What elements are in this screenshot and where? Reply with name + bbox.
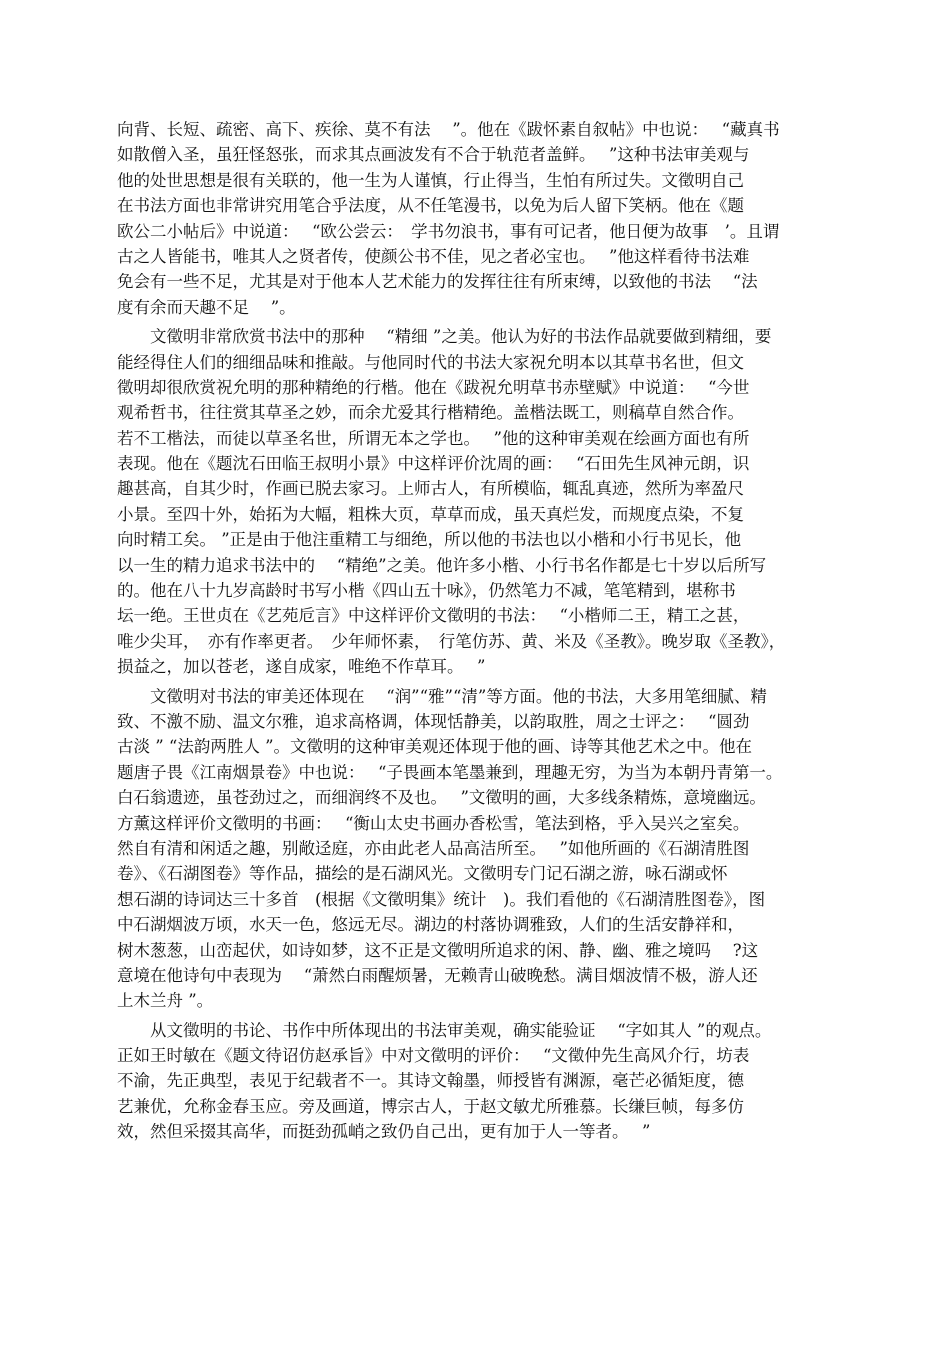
text-line: 若不工楷法，而徒以草圣名世，所谓无本之学也。 ”他的这种审美观在绘画方面也有所 xyxy=(117,428,750,448)
text-line: 的。他在八十九岁高龄时书写小楷《四山五十咏》，仍然笔力不减，笔笔精到，堪称书 xyxy=(117,581,736,601)
text-line: 小景。至四十外，始拓为大幅，粗株大页，草草而成，虽天真烂发，而规度点染，不复 xyxy=(117,504,744,524)
text-line: 卷》、《石湖图卷》等作品，描绘的是石湖风光。文徵明专门记石湖之游，咏石湖或怀 xyxy=(117,864,728,884)
text-line: 方薰这样评价文徵明的书画： “衡山太史书画办香松雪，笔法到格，乎入吴兴之室矣。 xyxy=(117,813,750,833)
text-line: 趣甚高，自其少时，作画已脱去家习。上师古人，有所模临，辄乱真迹，然所为率盈尺 xyxy=(117,479,744,499)
text-line: 文徵明对书法的审美还体现在 “润”“雅”“清”等方面。他的书法，大多用笔细腻、精 xyxy=(117,686,767,706)
text-line: 观希哲书，往往赏其草圣之妙，而余尤爱其行楷精绝。盖楷法既工，则稿草自然合作。 xyxy=(117,403,744,423)
text-line: 能经得住人们的细细品味和推敲。与他同时代的书法大家祝允明本以其草书名世，但文 xyxy=(117,352,744,372)
paragraph xyxy=(117,324,847,679)
text-line: 从文徵明的书论、书作中所体现出的书法审美观，确实能验证 “字如其人 ”的观点。 xyxy=(117,1020,772,1040)
text-line: 不渝，先正典型，表见于纪载者不一。其诗文翰墨，师授皆有渊源，毫芒必循矩度，德 xyxy=(117,1071,744,1091)
paragraph xyxy=(117,117,847,320)
text-line: 艺兼优，允称金春玉应。旁及画道，博宗古人，于赵文敏尤所雅慕。长缣巨帧，每多仿 xyxy=(117,1096,744,1116)
text-line: 上木兰舟 ”。 xyxy=(117,991,214,1011)
text-line: 白石翁遗迹，虽苍劲过之，而细润终不及也。 ”文徵明的画，大多线条精炼，意境幽远。 xyxy=(117,788,766,808)
document-body xyxy=(117,117,847,1145)
text-line: 向时精工矣。 ”正是由于他注重精工与细绝，所以他的书法也以小楷和小行书见长，他 xyxy=(117,530,742,550)
paragraph xyxy=(117,1018,847,1145)
text-line: 题唐子畏《江南烟景卷》中也说： “子畏画本笔墨兼到，理趣无穷，为当为本朝丹青第一。 xyxy=(117,762,783,782)
text-line: 唯少尖耳， 亦有作率更者。 少年师怀素， 行笔仿苏、黄、米及《圣教》。晚岁取《圣教》， xyxy=(117,631,786,651)
text-line: 他的处世思想是很有关联的，他一生为人谨慎，行止得当，生怕有所过失。文徵明自己 xyxy=(117,170,744,190)
text-line: 如散僧入圣，虽狂怪怒张，而求其点画波发有不合于轨范者盖鲜。 ”这种书法审美观与 xyxy=(117,145,750,165)
text-line: 文徵明非常欣赏书法中的那种 “精细 ”之美。他认为好的书法作品就要做到精细，要 xyxy=(117,327,772,347)
text-line: 树木葱葱，山峦起伏，如诗如梦，这不正是文徵明所追求的闲、静、幽、雅之境吗 ?这 xyxy=(117,940,759,960)
text-line: 度有余而天趣不足 ”。 xyxy=(117,297,296,317)
text-line: 向背、长短、疏密、高下、疾徐、莫不有法 ”。他在《跋怀素自叙帖》中也说： “藏真书 xyxy=(117,120,780,139)
text-line: 中石湖烟波万顷，水天一色，悠远无尽。湖边的村落协调雅致，人们的生活安静祥和， xyxy=(117,915,744,935)
text-line: 坛一绝。王世贞在《艺苑卮言》中这样评价文徵明的书法： “小楷师二王，精工之甚， xyxy=(117,606,750,626)
text-line: 效，然但采掇其高华，而挺劲孤峭之致仍自己出，更有加于人一等者。 ” xyxy=(117,1122,651,1142)
text-line: 在书法方面也非常讲究用笔合乎法度，从不任笔漫书，以免为后人留下笑柄。他在《题 xyxy=(117,196,744,216)
text-line: 意境在他诗句中表现为 “萧然白雨醒烦暑，无赖青山破晚愁。满目烟波情不极，游人还 xyxy=(117,965,758,985)
text-line: 以一生的精力追求书法中的 “精绝”之美。他许多小楷、小行书名作都是七十岁以后所写 xyxy=(117,555,767,575)
text-line: 欧公二小帖后》中说道： “欧公尝云： 学书勿浪书，事有可记者，他日便为故事 ’。且谓 xyxy=(117,221,780,241)
text-line: 正如王时敏在《题文待诏仿赵承旨》中对文徵明的评价： “文徵仲先生高风介行，坊表 xyxy=(117,1046,750,1066)
text-line: 然自有清和闲适之趣，别敞迳庭，亦由此老人品高洁所至。 ”如他所画的《石湖清胜图 xyxy=(117,838,750,858)
paragraph xyxy=(117,684,847,1014)
text-line: 古淡 ” “法韵两胜人 ”。文徵明的这种审美观还体现于他的画、诗等其他艺术之中。他在 xyxy=(117,737,753,757)
text-line: 想石湖的诗词达三十多首 (根据《文徵明集》统计 )。我们看他的《石湖清胜图卷》，图 xyxy=(117,889,766,909)
text-line: 徵明却很欣赏祝允明的那种精绝的行楷。他在《跋祝允明草书赤壁赋》中说道： “今世 xyxy=(117,377,750,397)
text-line: 免会有一些不足，尤其是对于他本人艺术能力的发挥往往有所束缚，以致他的书法 “法 xyxy=(117,272,758,292)
text-line: 致、不激不励、温文尔雅，追求高格调，体现恬静美，以韵取胜，周之士评之： “圆劲 xyxy=(117,711,750,731)
text-line: 古之人皆能书，唯其人之贤者传，使颜公书不佳，见之者必宝也。 ”他这样看待书法难 xyxy=(117,246,750,266)
text-line: 表现。他在《题沈石田临王叔明小景》中这样评价沈周的画： “石田先生风神元朗，识 xyxy=(117,454,750,474)
text-line: 损益之，加以苍老，遂自成家，唯绝不作草耳。 ” xyxy=(117,657,486,677)
